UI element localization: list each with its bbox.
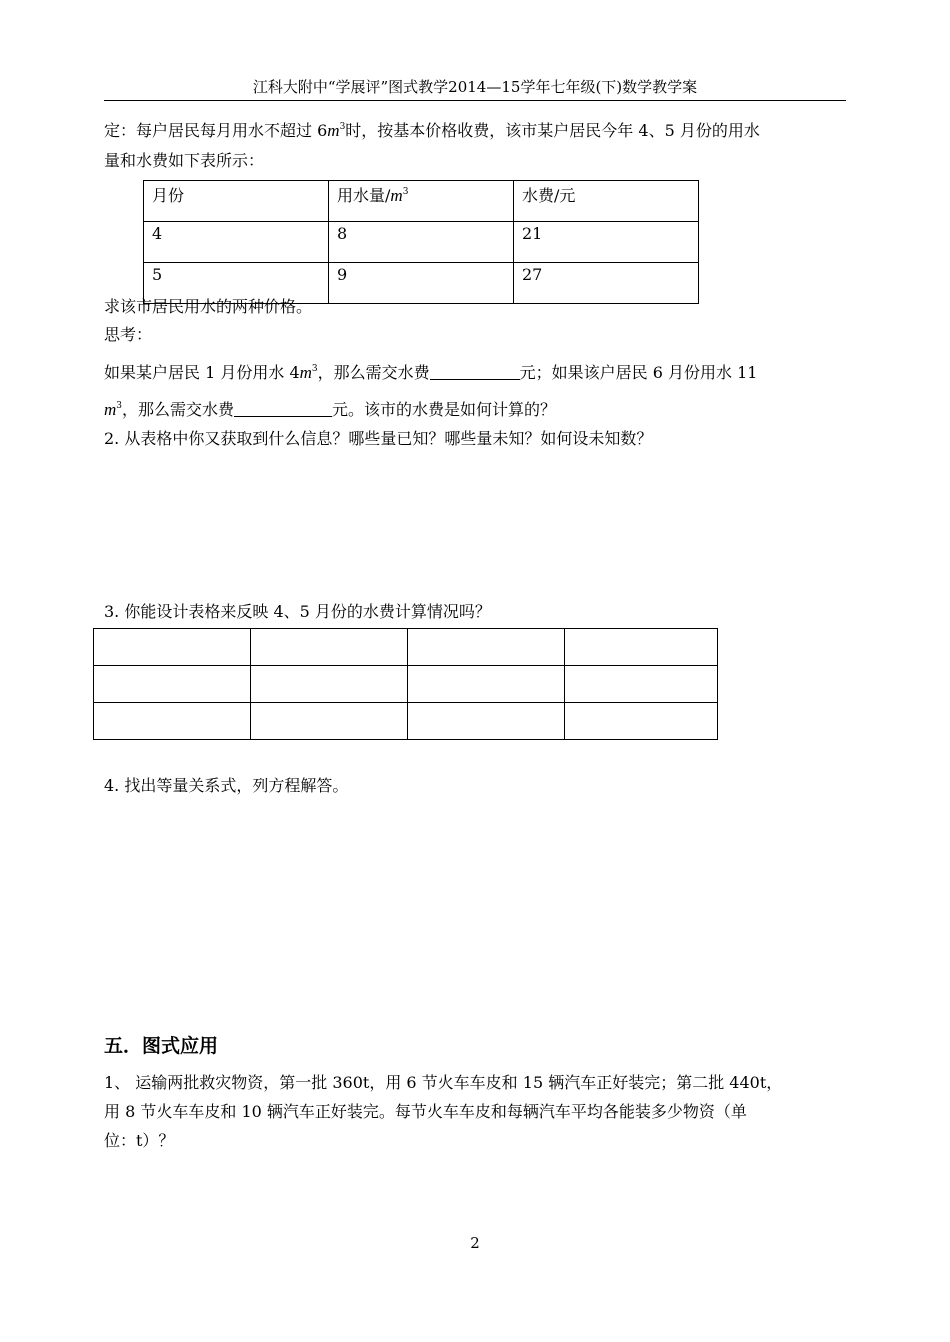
table-cell[interactable] xyxy=(251,666,408,703)
unit-exp: 3 xyxy=(311,364,318,374)
table-cell[interactable] xyxy=(94,666,251,703)
think-q1-line-2 xyxy=(104,395,556,421)
think-label: 思考： xyxy=(104,325,153,344)
page-number: 2 xyxy=(470,1234,480,1252)
unit-exp: 3 xyxy=(116,401,123,411)
table-cell[interactable] xyxy=(565,703,718,740)
think-q1-e: 元。该市的水费是如何计算的？ xyxy=(332,400,557,419)
think-q1-d: ，那么需交水费 xyxy=(122,400,235,419)
answer-blank-1[interactable] xyxy=(430,365,520,380)
table-cell: 21 xyxy=(514,222,699,263)
water-usage-table xyxy=(143,180,699,304)
table-cell[interactable] xyxy=(408,703,565,740)
unit-exp: 3 xyxy=(402,187,409,197)
think-q1-line-1 xyxy=(104,358,757,384)
application-line-1: 1、 运输两批救灾物资，第一批 360t，用 6 节火车车皮和 15 辆汽车正好装完；第二批 440t， xyxy=(104,1073,783,1092)
section-title: 五．图式应用 xyxy=(104,1035,219,1057)
table-row xyxy=(94,703,718,740)
table-cell[interactable] xyxy=(251,629,408,666)
table-row xyxy=(144,222,699,263)
table-cell[interactable] xyxy=(565,666,718,703)
table-cell[interactable] xyxy=(94,703,251,740)
table-cell: 8 xyxy=(329,222,514,263)
unit-m: m xyxy=(299,363,312,382)
intro-line-1 xyxy=(104,116,760,142)
table-row xyxy=(94,666,718,703)
table-header-row xyxy=(144,181,699,222)
table-cell[interactable] xyxy=(565,629,718,666)
unit-m: m xyxy=(104,400,117,419)
think-q1-a: 如果某户居民 1 月份用水 4 xyxy=(104,363,300,382)
application-line-2: 用 8 节火车车皮和 10 辆汽车正好装完。每节火车车皮和每辆汽车平均各能装多少物资（单 xyxy=(104,1102,747,1121)
intro-line-1-pre: 定：每户居民每月用水不超过 6 xyxy=(104,121,328,140)
table-cell[interactable] xyxy=(408,666,565,703)
unit-exp: 3 xyxy=(339,122,346,132)
unit-m: m xyxy=(390,186,403,205)
unit-m: m xyxy=(327,121,340,140)
think-q1-b: ，那么需交水费 xyxy=(317,363,430,382)
table-cell[interactable] xyxy=(251,703,408,740)
table-row xyxy=(94,629,718,666)
page-header: 江科大附中“学展评”图式教学2014—15学年七年级(下)数学教学案 xyxy=(104,76,846,101)
header-cell-volume xyxy=(329,181,514,222)
header-cell-fee: 水费/元 xyxy=(514,181,699,222)
header-cell-month: 月份 xyxy=(144,181,329,222)
think-q4: 4. 找出等量关系式，列方程解答。 xyxy=(104,776,349,795)
think-q3: 3. 你能设计表格来反映 4、5 月份的水费计算情况吗？ xyxy=(104,602,491,621)
table-cell: 5 xyxy=(144,263,329,304)
answer-blank-2[interactable] xyxy=(234,402,332,417)
intro-line-1-post: 时，按基本价格收费，该市某户居民今年 4、5 月份的用水 xyxy=(345,121,760,140)
table-cell[interactable] xyxy=(408,629,565,666)
header-volume-label: 用水量/ xyxy=(337,186,391,205)
think-q1-c: 元；如果该户居民 6 月份用水 11 xyxy=(519,363,758,382)
application-line-3: 位：t）？ xyxy=(104,1131,175,1150)
table-cell: 27 xyxy=(514,263,699,304)
think-q2: 2. 从表格中你又获取到什么信息？哪些量已知？哪些量未知？如何设未知数？ xyxy=(104,429,653,448)
intro-line-2: 量和水费如下表所示： xyxy=(104,151,265,170)
question-text: 求该市居民用水的两种价格。 xyxy=(104,297,313,316)
table-cell: 4 xyxy=(144,222,329,263)
table-cell: 9 xyxy=(329,263,514,304)
table-cell[interactable] xyxy=(94,629,251,666)
blank-design-table xyxy=(93,628,718,740)
